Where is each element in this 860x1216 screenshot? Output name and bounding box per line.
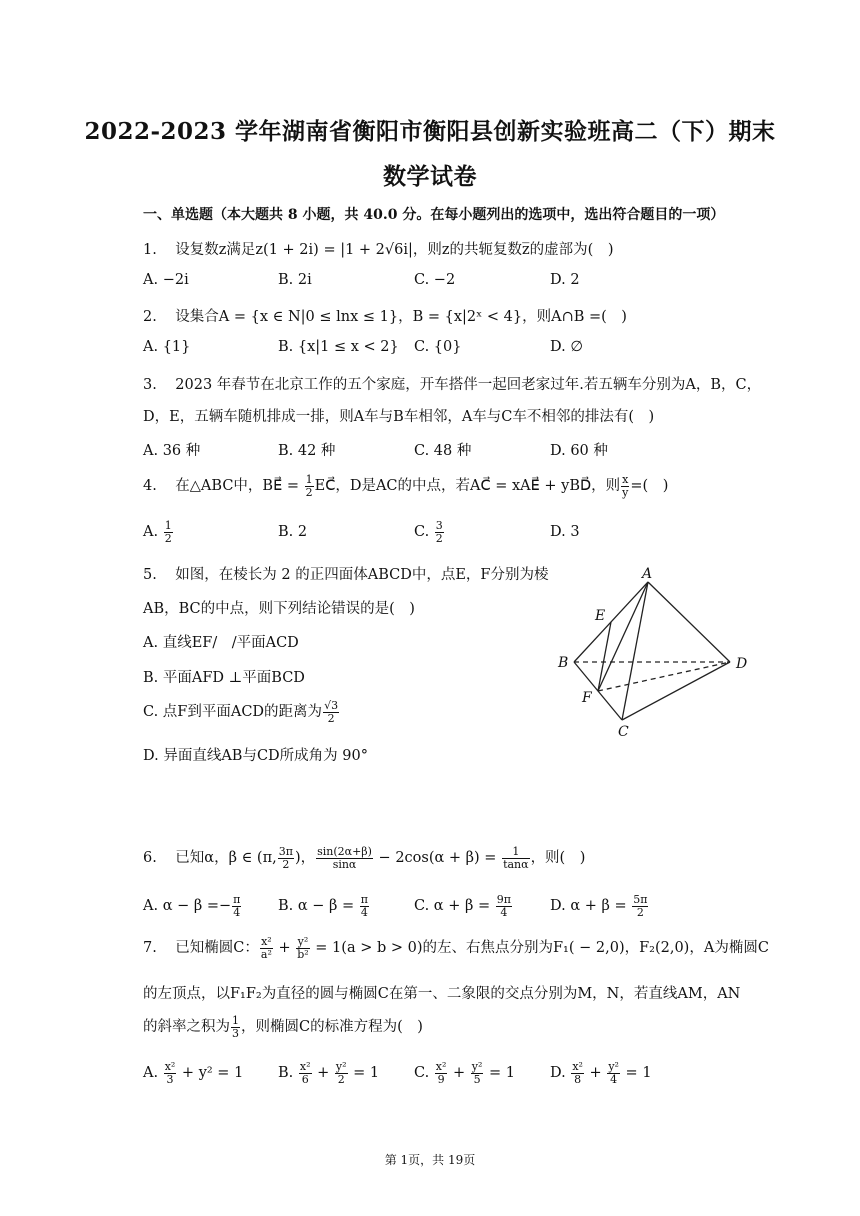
q3-option-b: B. 42 种 [278,443,336,459]
question-number: 5. [143,567,157,583]
q4-option-b: B. 2 [278,524,308,540]
q6-option-c: C. α + β = $\frac{9\pi}{4}$ [414,893,511,919]
q7-option-c: C. $\frac{\text{x²}}{9}$ + $\frac{\text{y²}}{5}$ = 1 [414,1060,516,1086]
segment-EF [598,622,611,691]
q3-option-c: C. 48 种 [414,443,472,459]
fraction: $\frac{3}{2}$ [435,519,443,545]
q7-option-b: B. $\frac{\text{x²}}{6}$ + $\frac{\text{y²}}{2}$ = 1 [278,1060,380,1086]
fraction: $\frac{\text{x²}}{9}$ [435,1060,447,1086]
label-F: F [582,690,592,706]
fraction: $\frac{\text{x²}}{8}$ [572,1060,583,1086]
fraction: $\frac{\text{y²}}{4}$ [608,1060,619,1086]
q2-option-b: B. {x|1 ≤ x < 2} [278,339,399,355]
q1-option-b: B. 2i [278,272,312,288]
q4-option-d: D. 3 [550,524,580,540]
label-E: E [595,608,606,624]
question-text: 设复数z满足z(1 + 2i) = |1 + 2√6i|，则z的共轭复数z̅的虚部为( ) [175,242,614,258]
q4-option-c: C. $\frac{3}{2}$ [414,519,443,545]
question-5-line2: AB，BC的中点，则下列结论错误的是( ) [143,601,415,617]
fraction: $\frac{x}{y}$ [622,473,629,499]
edge-AC [622,582,648,720]
question-number: 7. [143,940,157,957]
fraction: $\frac{5\pi}{2}$ [633,893,648,919]
fraction: $\frac{\text{x²}}{6}$ [299,1060,311,1086]
question-4 [143,474,668,498]
edge-AD [648,582,730,662]
q7-option-d: D. $\frac{\text{x²}}{8}$ + $\frac{\text{y²}}{4}$ = 1 [550,1060,652,1086]
label-A: A [642,566,653,582]
label-B: B [558,655,569,671]
q7-option-a: A. $\frac{\text{x²}}{3}$ + y² = 1 [143,1060,244,1086]
question-text: 设集合A = {x ∈ N|0 ≤ lnx ≤ 1}，B = {x|2ˣ < 4}，则A∩B =( ) [175,309,627,325]
q6-option-a: A. α − β =− $\frac{\pi}{4}$ [143,893,241,919]
segment-FD-hidden [598,662,730,691]
fraction: $\frac{\text{y²}}{\text{b²}}$ [297,935,309,961]
fraction: $\frac{\text{x²}}{3}$ [164,1060,176,1086]
page-footer: 第 1页，共 19页 [384,1153,476,1167]
question-text-line1: 2023 年春节在北京工作的五个家庭，开车搭伴一起回老家过年.若五辆车分别为A，B，C， [175,377,762,393]
question-6: 6. 已知α，β ∈ (π, $\frac{3\pi}{2}$ )， $\frac{\sin(2\alpha+\beta)}{\sin\alpha}$ − 2cos(α + β) = $\frac{1}{\tan\alpha}$ ，则( ) [143,845,586,871]
q2-option-a: A. {1} [143,339,191,355]
fraction: $\frac{9\pi}{4}$ [496,893,511,919]
fraction: $\frac{3\pi}{2}$ [278,845,293,871]
fraction: $\frac{\text{y²}}{2}$ [335,1060,347,1086]
edge-CD [622,662,730,720]
q4-option-a: A. $\frac{1}{2}$ [143,519,172,545]
question-5 [143,563,549,584]
question-3-line2: D，E，五辆车随机排成一排，则A车与B车相邻，A车与C车不相邻的排法有( ) [143,409,655,425]
q3-option-d: D. 60 种 [550,443,608,459]
q1-option-c: C. −2 [414,272,456,288]
label-D: D [736,656,748,672]
question-text-a: 在△ABC中，BE⃗ = [175,478,304,495]
question-1 [143,238,613,259]
question-number: 1. [143,242,157,258]
fraction: $\frac{\sin(2\alpha+\beta)}{\sin\alpha}$ [317,845,372,871]
q5-option-c: C. 点F到平面ACD的距离为 $\frac{√3}{2}$ [143,699,339,725]
fraction: $\frac{\text{y²}}{5}$ [471,1060,483,1086]
fraction: $\frac{√3}{2}$ [324,699,339,725]
question-text-c: =( ) [630,478,669,495]
q2-option-c: C. {0} [414,339,462,355]
fraction: $\frac{1}{2}$ [164,519,172,545]
q6-option-b: B. α − β = $\frac{\pi}{4}$ [278,893,369,919]
question-2 [143,305,627,326]
question-7-line2: 的左顶点，以F₁F₂为直径的圆与椭圆C在第一、二象限的交点分别为M，N，若直线AM，AN [143,986,741,1002]
question-text-line1: 如图，在棱长为 2 的正四面体ABCD中，点E，F分别为棱 [175,567,549,583]
q1-option-a: A. −2i [143,272,189,288]
segment-AF [598,582,648,691]
q1-option-d: D. 2 [550,272,580,288]
question-number: 4. [143,478,157,495]
fraction: $\frac{\pi}{4}$ [360,893,369,919]
label-C: C [618,724,629,740]
question-text-b: EC⃗，D是AC的中点，若AC⃗ = xAE⃗ + yBD⃗，则 [314,478,621,495]
question-number: 6. [143,850,157,867]
tetrahedron-figure [552,562,762,742]
question-7: 7. 已知椭圆C： $\frac{\text{x²}}{\text{a²}}$ + $\frac{\text{y²}}{\text{b²}}$ = 1(a > b > 0)的左、右焦点分别为F₁( − 2,0)，F₂(2,0)，A为椭圆C [143,935,769,961]
fraction: $\frac{\pi}{4}$ [233,893,241,919]
question-3 [143,373,761,394]
question-7-line3: 的斜率之积为 $\frac{1}{3}$ ，则椭圆C的标准方程为( ) [143,1014,423,1040]
q6-option-d: D. α + β = $\frac{5\pi}{2}$ [550,893,648,919]
fraction: $\frac{1}{\tan\alpha}$ [503,845,529,871]
exam-title-line1: 2022-2023 学年湖南省衡阳市衡阳县创新实验班高二（下）期末 [84,118,776,145]
fraction: $\frac{\text{x²}}{\text{a²}}$ [260,935,272,961]
q3-option-a: A. 36 种 [143,443,201,459]
exam-title-line2: 数学试卷 [383,163,477,190]
q5-option-d: D. 异面直线AB与CD所成角为 90° [143,748,368,764]
question-number: 2. [143,309,157,325]
fraction: $\frac{1}{2}$ [305,473,313,499]
section-heading: 一、单选题（本大题共 8 小题，共 40.0 分。在每小题列出的选项中，选出符合题目的一项） [143,207,725,223]
fraction: $\frac{1}{3}$ [232,1014,239,1040]
q5-option-a: A. 直线EF/ /平面ACD [143,635,299,651]
q5-option-b: B. 平面AFD ⊥平面BCD [143,670,305,686]
q2-option-d: D. ∅ [550,339,583,355]
question-number: 3. [143,377,157,393]
